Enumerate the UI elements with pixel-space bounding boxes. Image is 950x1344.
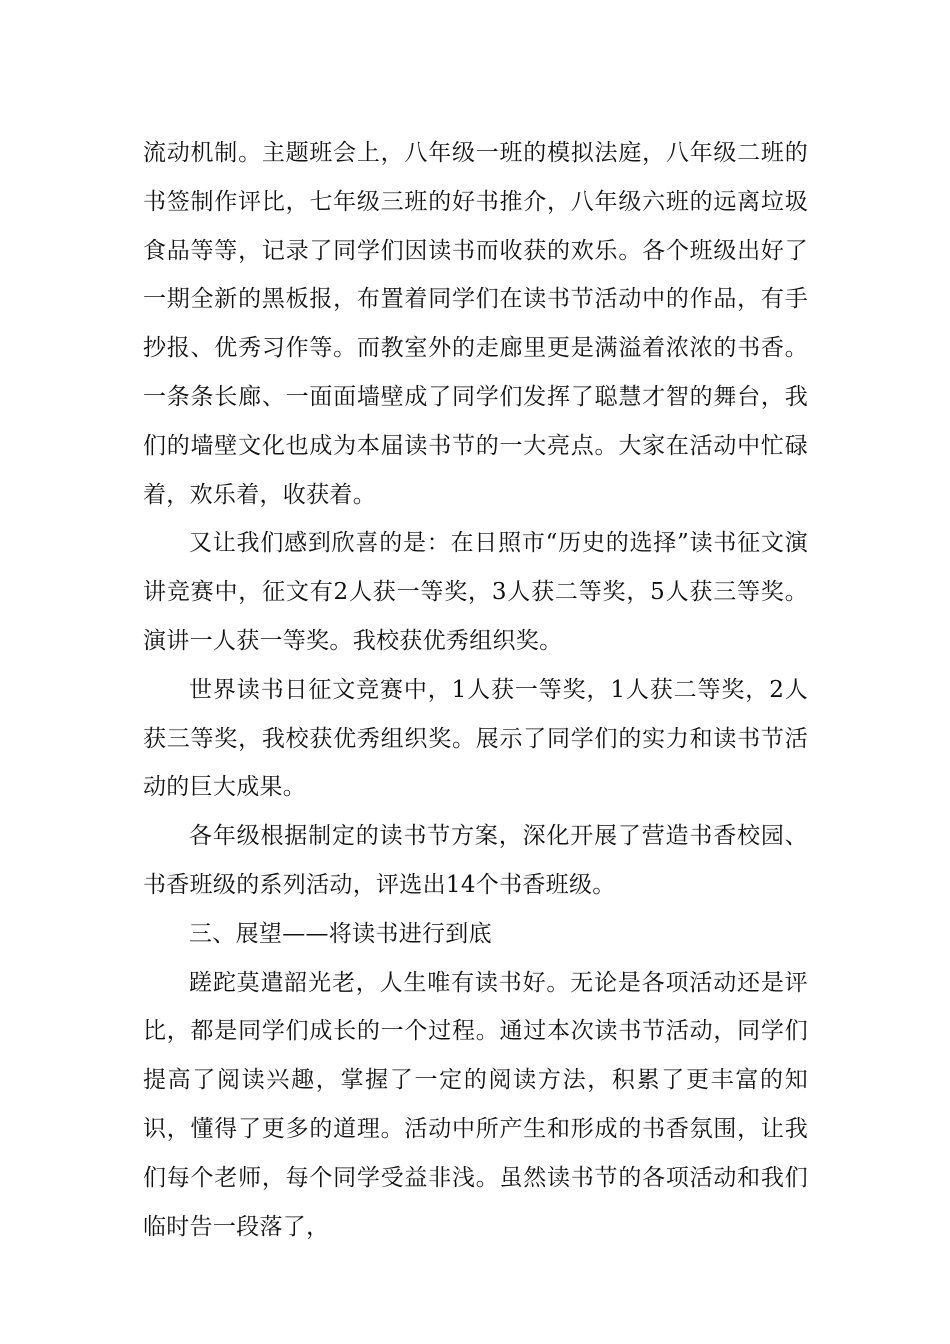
paragraph-outlook: 蹉跎莫遣韶光老，人生唯有读书好。无论是各项活动还是评比，都是同学们成长的一个过程。通过本次读书节活动，同学们提高了阅读兴趣，掌握了一定的阅读方法，积累了更丰富的知识，懂得了更多的道理。活动中所产生和形成的书香氛围，让我们每个老师，每个同学受益非浅。虽然读书节的各项活动和我们临时告一段落了， [143,969,808,1240]
document-body [143,129,808,1251]
section-heading-outlook: 三、展望——将读书进行到底 [189,920,492,947]
paragraph-activities: 流动机制。主题班会上，八年级一班的模拟法庭，八年级二班的书签制作评比，七年级三班的好书推介，八年级六班的远离垃圾食品等等，记录了同学们因读书而收获的欢乐。各个班级出好了一期全新的黑板报，布置着同学们在读书节活动中的作品，有手抄报、优秀习作等。而教室外的走廊里更是满溢着浓浓的书香。一条条长廊、一面面墙壁成了同学们发挥了聪慧才智的舞台，我们的墙壁文化也成为本届读书节的一大亮点。大家在活动中忙碌着，欢乐着，收获着。 [143,140,808,508]
paragraph-world-book-day: 世界读书日征文竞赛中，1人获一等奖，1人获二等奖，2人获三等奖，我校获优秀组织奖。展示了同学们的实力和读书节活动的巨大成果。 [143,676,808,801]
paragraph-grade-activities: 各年级根据制定的读书节方案，深化开展了营造书香校园、书香班级的系列活动，评选出14个书香班级。 [143,823,808,898]
paragraph-rizhao-contest: 又让我们感到欣喜的是：在日照市“历史的选择”读书征文演讲竞赛中，征文有2人获一等奖，3人获二等奖，5人获三等奖。演讲一人获一等奖。我校获优秀组织奖。 [143,530,808,654]
